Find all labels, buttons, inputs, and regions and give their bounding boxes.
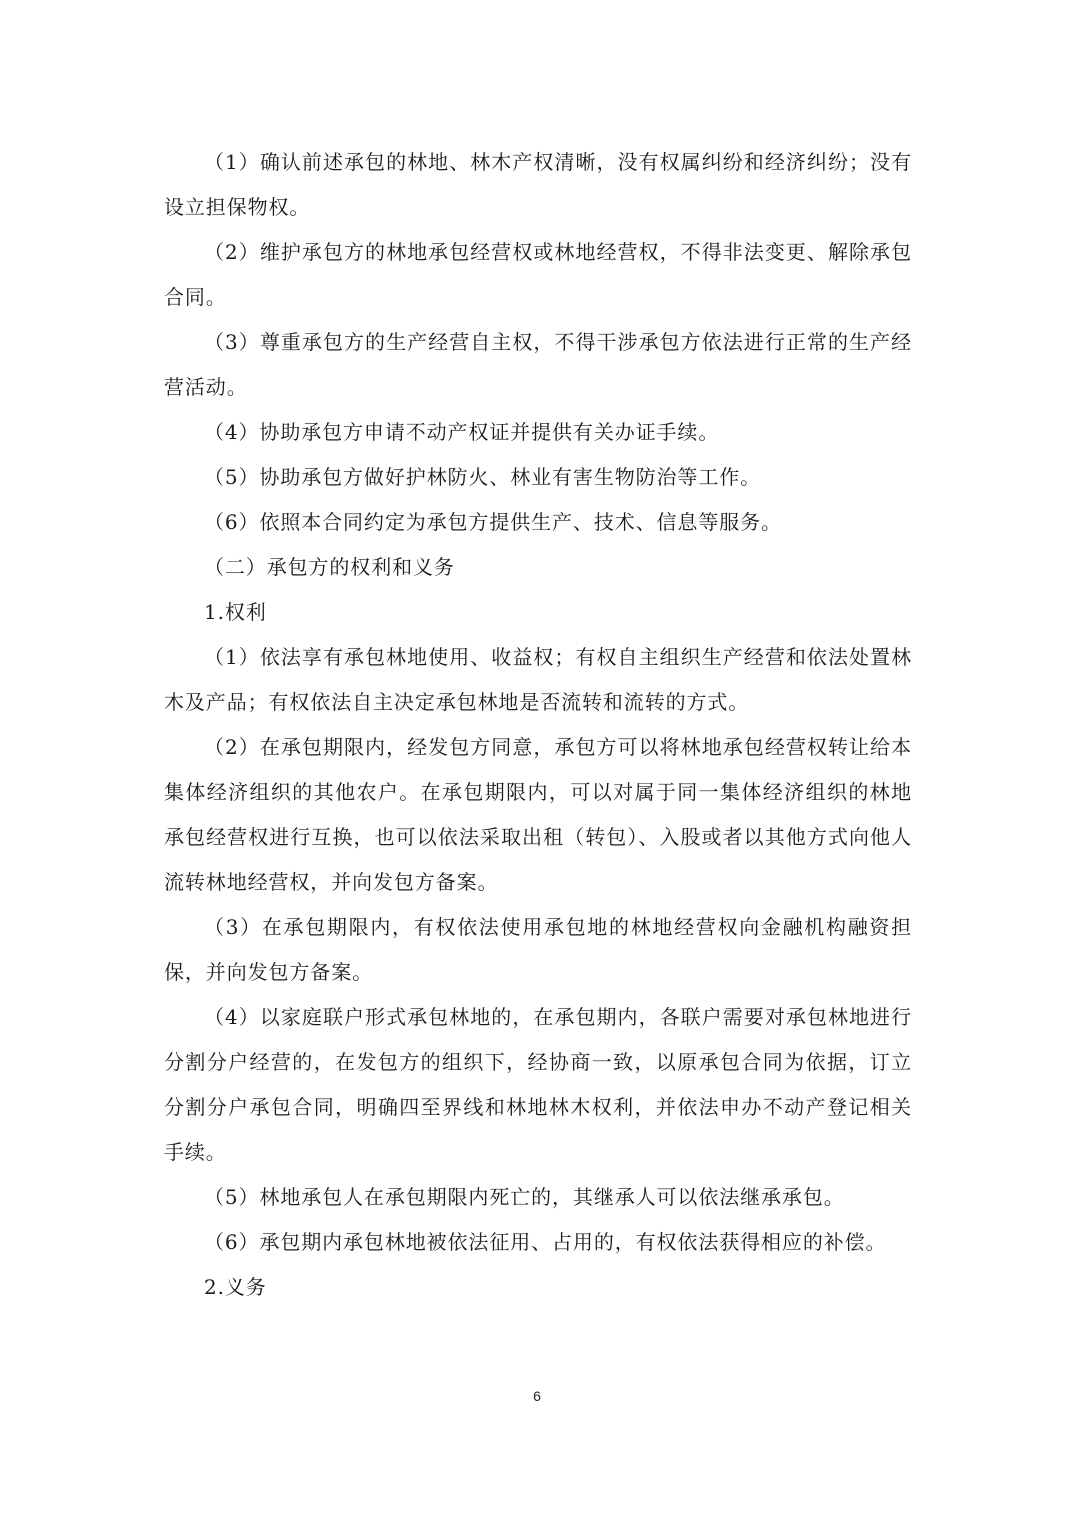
paragraph-rights-2: （2）在承包期限内，经发包方同意，承包方可以将林地承包经营权转让给本集体经济组织的其他农户。在承包期限内，可以对属于同一集体经济组织的林地承包经营权进行互换，也可以依法采取出租（转包）、入股或者以其他方式向他人流转林地经营权，并向发包方备案。 bbox=[164, 735, 912, 894]
paragraph-rights-1: （1）依法享有承包林地使用、收益权；有权自主组织生产经营和依法处置林木及产品；有权依法自主决定承包林地是否流转和流转的方式。 bbox=[164, 645, 912, 714]
document-body bbox=[164, 140, 912, 1310]
paragraph-3: （3）尊重承包方的生产经营自主权，不得干涉承包方依法进行正常的生产经营活动。 bbox=[164, 330, 912, 399]
paragraph-6: （6）依照本合同约定为承包方提供生产、技术、信息等服务。 bbox=[204, 510, 782, 534]
page-number: 6 bbox=[533, 1388, 541, 1404]
paragraph-5: （5）协助承包方做好护林防火、林业有害生物防治等工作。 bbox=[204, 465, 762, 489]
paragraph-1: （1）确认前述承包的林地、林木产权清晰，没有权属纠纷和经济纠纷；没有设立担保物权。 bbox=[164, 150, 912, 219]
paragraph-rights-3: （3）在承包期限内，有权依法使用承包地的林地经营权向金融机构融资担保，并向发包方备案。 bbox=[164, 915, 912, 984]
paragraph-rights-5: （5）林地承包人在承包期限内死亡的，其继承人可以依法继承承包。 bbox=[204, 1185, 845, 1209]
subheading-rights: 1.权利 bbox=[204, 600, 267, 624]
paragraph-rights-6: （6）承包期内承包林地被依法征用、占用的，有权依法获得相应的补偿。 bbox=[204, 1230, 887, 1254]
paragraph-2: （2）维护承包方的林地承包经营权或林地经营权，不得非法变更、解除承包合同。 bbox=[164, 240, 912, 309]
subheading-obligations: 2.义务 bbox=[204, 1275, 267, 1299]
paragraph-rights-4: （4）以家庭联户形式承包林地的，在承包期内，各联户需要对承包林地进行分割分户经营的，在发包方的组织下，经协商一致，以原承包合同为依据，订立分割分户承包合同，明确四至界线和林地林木权利，并依法申办不动产登记相关手续。 bbox=[164, 1005, 912, 1164]
section-heading-contractor-rights: （二）承包方的权利和义务 bbox=[204, 555, 455, 579]
paragraph-4: （4）协助承包方申请不动产权证并提供有关办证手续。 bbox=[204, 420, 720, 444]
